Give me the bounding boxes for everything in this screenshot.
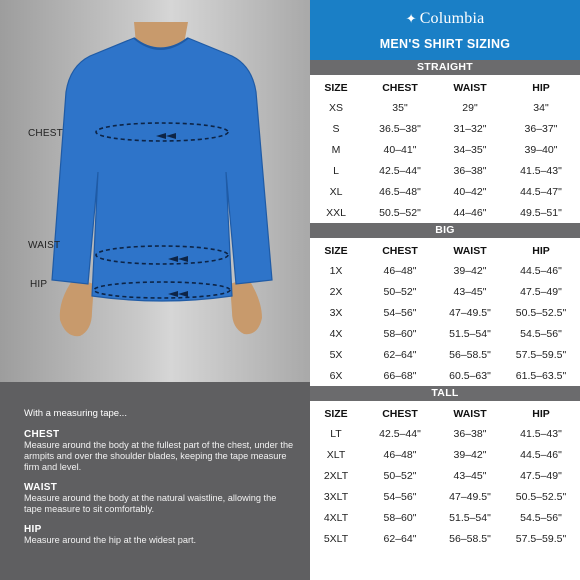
table-row: [310, 260, 580, 281]
hip-cell: 44.5–47": [520, 185, 562, 198]
column-header-chest: CHEST: [382, 82, 418, 94]
column-header-waist: WAIST: [453, 408, 487, 420]
chest-cell: 62–64": [383, 348, 417, 361]
chest-cell: 54–56": [383, 306, 417, 319]
table-row: [310, 507, 580, 528]
section-title-tall: TALL: [310, 386, 580, 401]
measuring-instructions: [0, 382, 310, 580]
hip-cell: 61.5–63.5": [515, 369, 567, 382]
hip-cell: 39–40": [524, 143, 558, 156]
table-row: [310, 281, 580, 302]
table-header-row: [310, 401, 580, 423]
waist-cell: 43–45": [453, 285, 487, 298]
waist-cell: 43–45": [453, 469, 487, 482]
waist-instruction-text: Measure around the body at the natural waistline, allowing the tape measure to sit comfortably.: [24, 493, 277, 514]
table-row: [310, 486, 580, 507]
size-cell: 4XLT: [323, 511, 349, 524]
table-row: [310, 465, 580, 486]
hip-cell: 44.5–46": [520, 448, 562, 461]
section-title-straight: STRAIGHT: [310, 60, 580, 75]
column-header-chest: CHEST: [382, 408, 418, 420]
table-row: [310, 302, 580, 323]
section-title-big: BIG: [310, 223, 580, 238]
table-row: [310, 344, 580, 365]
chest-cell: 36.5–38": [379, 122, 421, 135]
waist-cell: 56–58.5": [449, 532, 491, 545]
chest-cell: 50–52": [383, 285, 417, 298]
hip-cell: 36–37": [524, 122, 558, 135]
column-header-hip: HIP: [532, 82, 550, 94]
hip-cell: 47.5–49": [520, 469, 562, 482]
waist-cell: 60.5–63": [449, 369, 491, 382]
column-header-size: SIZE: [324, 408, 348, 420]
page-title: MEN'S SHIRT SIZING: [379, 37, 511, 51]
waist-cell: 36–38": [453, 427, 487, 440]
chest-cell: 58–60": [383, 511, 417, 524]
size-cell: XLT: [326, 448, 346, 461]
hip-cell: 44.5–46": [520, 264, 562, 277]
column-header-hip: HIP: [532, 245, 550, 257]
size-cell: M: [331, 143, 341, 156]
size-cell: 3X: [329, 306, 343, 319]
size-cell: XL: [329, 185, 343, 198]
hip-cell: 54.5–56": [520, 327, 562, 340]
size-cell: 5XLT: [323, 532, 349, 545]
waist-cell: 36–38": [453, 164, 487, 177]
size-cell: S: [332, 122, 340, 135]
brand: [310, 10, 580, 28]
waist-cell: 34–35": [453, 143, 487, 156]
waist-label: WAIST: [28, 240, 61, 251]
size-table-big: [310, 238, 580, 386]
size-cell: XS: [328, 101, 343, 114]
waist-cell: 56–58.5": [449, 348, 491, 361]
waist-cell: 51.5–54": [449, 327, 491, 340]
size-cell: 6X: [329, 369, 343, 382]
waist-cell: 51.5–54": [449, 511, 491, 524]
brand-name: Columbia: [419, 10, 485, 27]
shirt-body: [52, 38, 272, 301]
size-table-straight: [310, 75, 580, 223]
size-cell: 1X: [329, 264, 343, 277]
hip-cell: 41.5–43": [520, 427, 562, 440]
hip-cell: 34": [533, 101, 549, 114]
hip-cell: 54.5–56": [520, 511, 562, 524]
column-header-size: SIZE: [324, 82, 348, 94]
waist-cell: 29": [462, 101, 478, 114]
right-hand: [230, 278, 262, 334]
table-row: [310, 323, 580, 344]
left-hand: [60, 278, 94, 336]
size-cell: L: [333, 164, 339, 177]
table-row: [310, 139, 580, 160]
column-header-waist: WAIST: [453, 82, 487, 94]
size-table-tall: [310, 401, 580, 549]
size-cell: 2X: [329, 285, 343, 298]
column-header-waist: WAIST: [453, 245, 487, 257]
size-cell: 5X: [329, 348, 343, 361]
column-header-size: SIZE: [324, 245, 348, 257]
waist-cell: 31–32": [453, 122, 487, 135]
hip-cell: 41.5–43": [520, 164, 562, 177]
chest-cell: 46–48": [383, 264, 417, 277]
chest-instruction-text: Measure around the body at the fullest part of the chest, under the armpits and over the shoulder blades, keeping the tape measure firm and level.: [24, 440, 294, 472]
chest-cell: 46–48": [383, 448, 417, 461]
hip-instruction-heading: HIP: [24, 524, 42, 535]
chest-cell: 54–56": [383, 490, 417, 503]
size-cell: LT: [330, 427, 342, 440]
shirt-illustration-panel: [0, 0, 310, 382]
chest-cell: 50.5–52": [379, 206, 421, 219]
size-sections: [310, 60, 580, 549]
chest-cell: 66–68": [383, 369, 417, 382]
chest-cell: 40–41": [383, 143, 417, 156]
waist-instruction: [24, 482, 296, 515]
hip-cell: 49.5–51": [520, 206, 562, 219]
hip-cell: 47.5–49": [520, 285, 562, 298]
chest-cell: 58–60": [383, 327, 417, 340]
table-header-row: [310, 238, 580, 260]
chest-instruction: [24, 429, 296, 473]
chest-cell: 35": [392, 101, 408, 114]
hip-cell: 57.5–59.5": [515, 348, 567, 361]
chest-cell: 46.5–48": [379, 185, 421, 198]
hip-label: HIP: [30, 279, 48, 290]
chest-instruction-heading: CHEST: [24, 429, 60, 440]
waist-cell: 44–46": [453, 206, 487, 219]
waist-cell: 39–42": [453, 264, 487, 277]
table-row: [310, 202, 580, 223]
chest-cell: 42.5–44": [379, 164, 421, 177]
brand-header: [310, 0, 580, 60]
size-cell: XXL: [326, 206, 346, 219]
waist-cell: 47–49.5": [449, 306, 491, 319]
table-row: [310, 423, 580, 444]
size-cell: 2XLT: [323, 469, 349, 482]
waist-cell: 39–42": [453, 448, 487, 461]
table-header-row: [310, 75, 580, 97]
hip-instruction-text: Measure around the hip at the widest part.: [24, 535, 197, 545]
chest-label: CHEST: [28, 128, 63, 139]
shirt-illustration: [0, 0, 310, 382]
table-row: [310, 118, 580, 139]
hip-cell: 50.5–52.5": [515, 490, 567, 503]
table-row: [310, 365, 580, 386]
waist-cell: 47–49.5": [449, 490, 491, 503]
hip-cell: 50.5–52.5": [515, 306, 567, 319]
hip-cell: 57.5–59.5": [515, 532, 567, 545]
chest-cell: 50–52": [383, 469, 417, 482]
table-row: [310, 97, 580, 118]
table-row: [310, 444, 580, 465]
column-header-chest: CHEST: [382, 245, 418, 257]
column-header-hip: HIP: [532, 408, 550, 420]
size-cell: 4X: [329, 327, 343, 340]
size-cell: 3XLT: [323, 490, 349, 503]
chest-cell: 62–64": [383, 532, 417, 545]
waist-cell: 40–42": [453, 185, 487, 198]
size-chart: [310, 0, 580, 580]
columbia-diamond-logo-icon: ✦: [405, 11, 417, 26]
table-row: [310, 528, 580, 549]
table-row: [310, 160, 580, 181]
chest-cell: 42.5–44": [379, 427, 421, 440]
table-row: [310, 181, 580, 202]
hip-instruction: [24, 524, 296, 546]
instructions-intro: With a measuring tape...: [24, 408, 127, 419]
waist-instruction-heading: WAIST: [24, 482, 58, 493]
